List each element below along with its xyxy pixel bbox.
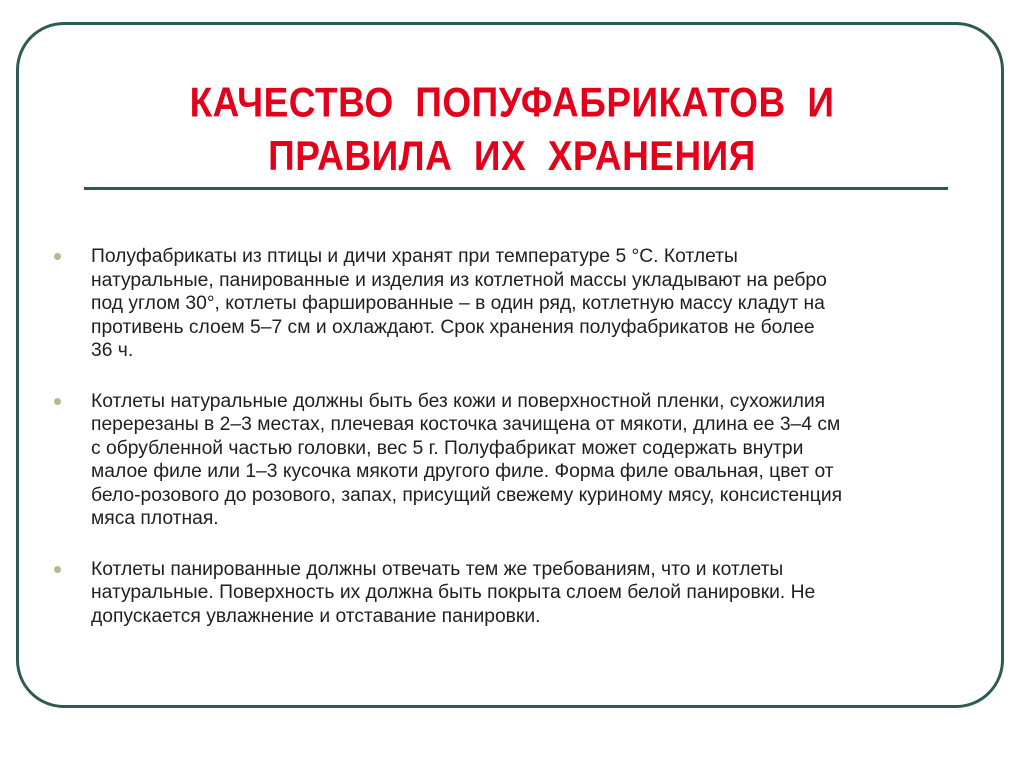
- bullet-dot-icon: [54, 566, 61, 573]
- bullet-line: 36 ч.: [91, 340, 134, 361]
- bullet-dot-icon: [54, 253, 61, 260]
- bullet-dot-icon: [54, 398, 61, 405]
- bullet-line: допускается увлажнение и отставание панировки.: [91, 605, 541, 627]
- bullet-item: [52, 245, 992, 363]
- bullet-line: малое филе или 1–3 кусочка мякоти другого филе. Форма филе овальная, цвет от: [91, 461, 834, 482]
- bullet-line: противень слоем 5–7 см и охлаждают. Срок хранения полуфабрикатов не более: [91, 316, 815, 338]
- bullet-text: [91, 558, 992, 629]
- bullet-line: с обрубленной частью головки, вес 5 г. Полуфабрикат может содержать внутри: [91, 437, 804, 459]
- bullet-line: бело-розового до розового, запах, присущий свежему куриному мясу, консистенция: [91, 484, 843, 506]
- bullet-list: [52, 245, 992, 655]
- bullet-item: [52, 558, 992, 629]
- bullet-text: [91, 390, 992, 531]
- bullet-line: натуральные, панированные и изделия из котлетной массы укладывают на ребро: [91, 269, 827, 291]
- bullet-item: [52, 390, 992, 531]
- title-line: ПРАВИЛА ИХ ХРАНЕНИЯ: [268, 133, 756, 180]
- bullet-line: под углом 30°, котлеты фаршированные – в один ряд, котлетную массу кладут на: [91, 293, 825, 314]
- title-line: КАЧЕСТВО ПОПУФАБРИКАТОВ И: [189, 79, 835, 126]
- title-divider: [84, 187, 948, 190]
- bullet-line: перерезаны в 2–3 местах, плечевая косточка зачищена от мякоти, длина ее 3–4 см: [91, 414, 841, 435]
- bullet-line: Полуфабрикаты из птицы и дичи хранят при температуре 5 °С. Котлеты: [91, 246, 738, 267]
- bullet-line: мяса плотная.: [91, 508, 219, 529]
- bullet-text: [91, 245, 992, 363]
- bullet-line: натуральные. Поверхность их должна быть покрыта слоем белой панировки. Не: [91, 582, 816, 603]
- bullet-line: Котлеты натуральные должны быть без кожи и поверхностной пленки, сухожилия: [91, 390, 826, 412]
- bullet-line: Котлеты панированные должны отвечать тем же требованиям, что и котлеты: [91, 558, 784, 580]
- slide-title: [60, 76, 964, 184]
